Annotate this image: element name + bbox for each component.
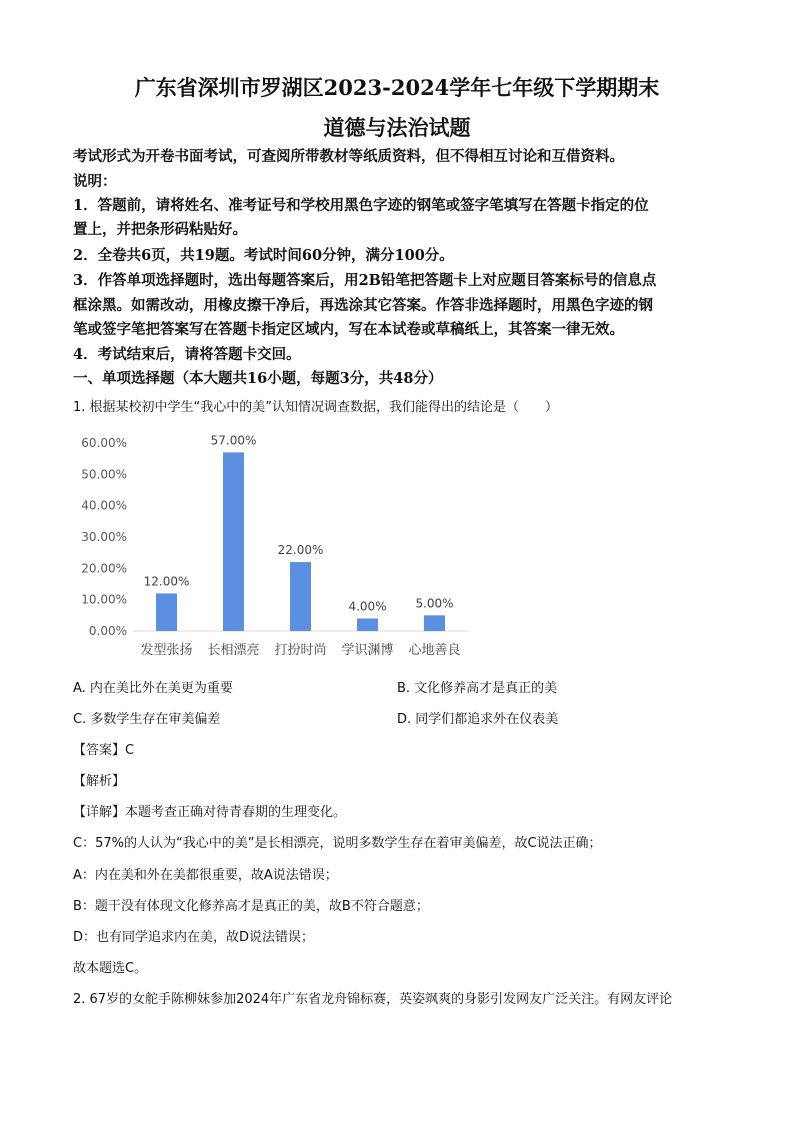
category-label: 学识渊博 (341, 643, 394, 658)
explain-line: D：也有同学追求内在美，故D说法错误； (73, 930, 315, 945)
bar (424, 615, 445, 631)
bar (290, 562, 311, 631)
bar-chart (73, 427, 473, 662)
y-tick-label: 40.00% (81, 498, 127, 513)
section-title: 一、单项选择题（本大题共16小题，每题3分，共48分） (73, 370, 443, 387)
option-d: D. 同学们都追求外在仪表美 (397, 712, 559, 727)
y-tick-label: 60.00% (81, 436, 127, 450)
data-label: 4.00% (348, 599, 387, 614)
exam-intro: 考试形式为开卷书面考试，可查阅所带教材等纸质资料，但不得相互讨论和互借资料。 (73, 148, 624, 165)
bar (156, 593, 177, 631)
y-tick-label: 50.00% (81, 467, 127, 482)
data-label: 5.00% (415, 596, 454, 611)
y-tick-label: 10.00% (81, 592, 127, 607)
notes-label: 说明： (73, 173, 117, 190)
y-tick-label: 30.00% (81, 530, 127, 544)
document-subtitle: 道德与法治试题 (323, 115, 471, 140)
option-b: B. 文化修养高才是真正的美 (397, 681, 558, 696)
option-c: C. 多数学生存在审美偏差 (73, 712, 221, 727)
explain-line: C：57%的人认为“我心中的美”是长相漂亮，说明多数学生存在着审美偏差，故C说法正确； (73, 836, 602, 851)
note-line: 置上，并把条形码粘贴好。 (73, 221, 247, 238)
question-1: 1. 根据某校初中学生“我心中的美”认知情况调查数据，我们能得出的结论是（ ） (73, 400, 559, 415)
answer: 【答案】C (73, 743, 135, 758)
note-line: 3．作答单项选择题时，选出每题答案后，用2B铅笔把答题卡上对应题目答案标号的信息点 (73, 272, 657, 289)
explain-line: B：题干没有体现文化修养高才是真正的美，故B不符合题意； (73, 899, 429, 914)
category-label: 长相漂亮 (207, 643, 260, 658)
note-line: 4．考试结束后，请将答题卡交回。 (73, 346, 301, 363)
data-label: 22.00% (277, 543, 324, 558)
document-title: 广东省深圳市罗湖区2023-2024学年七年级下学期期末 (134, 75, 660, 100)
detail-text: 【详解】本题考查正确对待青春期的生理变化。 (73, 805, 347, 820)
y-tick-label: 20.00% (81, 561, 127, 576)
data-label: 12.00% (143, 574, 190, 589)
bar (357, 618, 378, 631)
category-label: 发型张扬 (140, 643, 193, 658)
explain-line: A：内在美和外在美都很重要，故A说法错误； (73, 868, 338, 883)
question-2: 2. 67岁的女舵手陈柳妹参加2024年广东省龙舟锦标赛，英姿飒爽的身影引发网友广泛关注。有网友评论 (73, 992, 673, 1007)
note-line: 笔或签字笔把答案写在答题卡指定区域内，写在本试卷或草稿纸上，其答案一律无效。 (73, 321, 624, 338)
note-line: 1．答题前，请将姓名、准考证号和学校用黑色字迹的钢笔或签字笔填写在答题卡指定的位 (73, 197, 649, 214)
data-label: 57.00% (210, 433, 257, 448)
note-line: 框涂黑。如需改动，用橡皮擦干净后，再选涂其它答案。作答非选择题时，用黑色字迹的钢 (73, 297, 653, 314)
analysis-label: 【解析】 (73, 774, 126, 789)
y-tick-label: 0.00% (88, 624, 127, 638)
explain-line: 故本题选C。 (73, 961, 148, 976)
category-label: 打扮时尚 (274, 643, 327, 658)
category-label: 心地善良 (408, 643, 461, 658)
bar (223, 452, 244, 631)
option-a: A. 内在美比外在美更为重要 (73, 681, 233, 696)
note-line: 2．全卷共6页，共19题。考试时间60分钟，满分100分。 (73, 247, 454, 264)
